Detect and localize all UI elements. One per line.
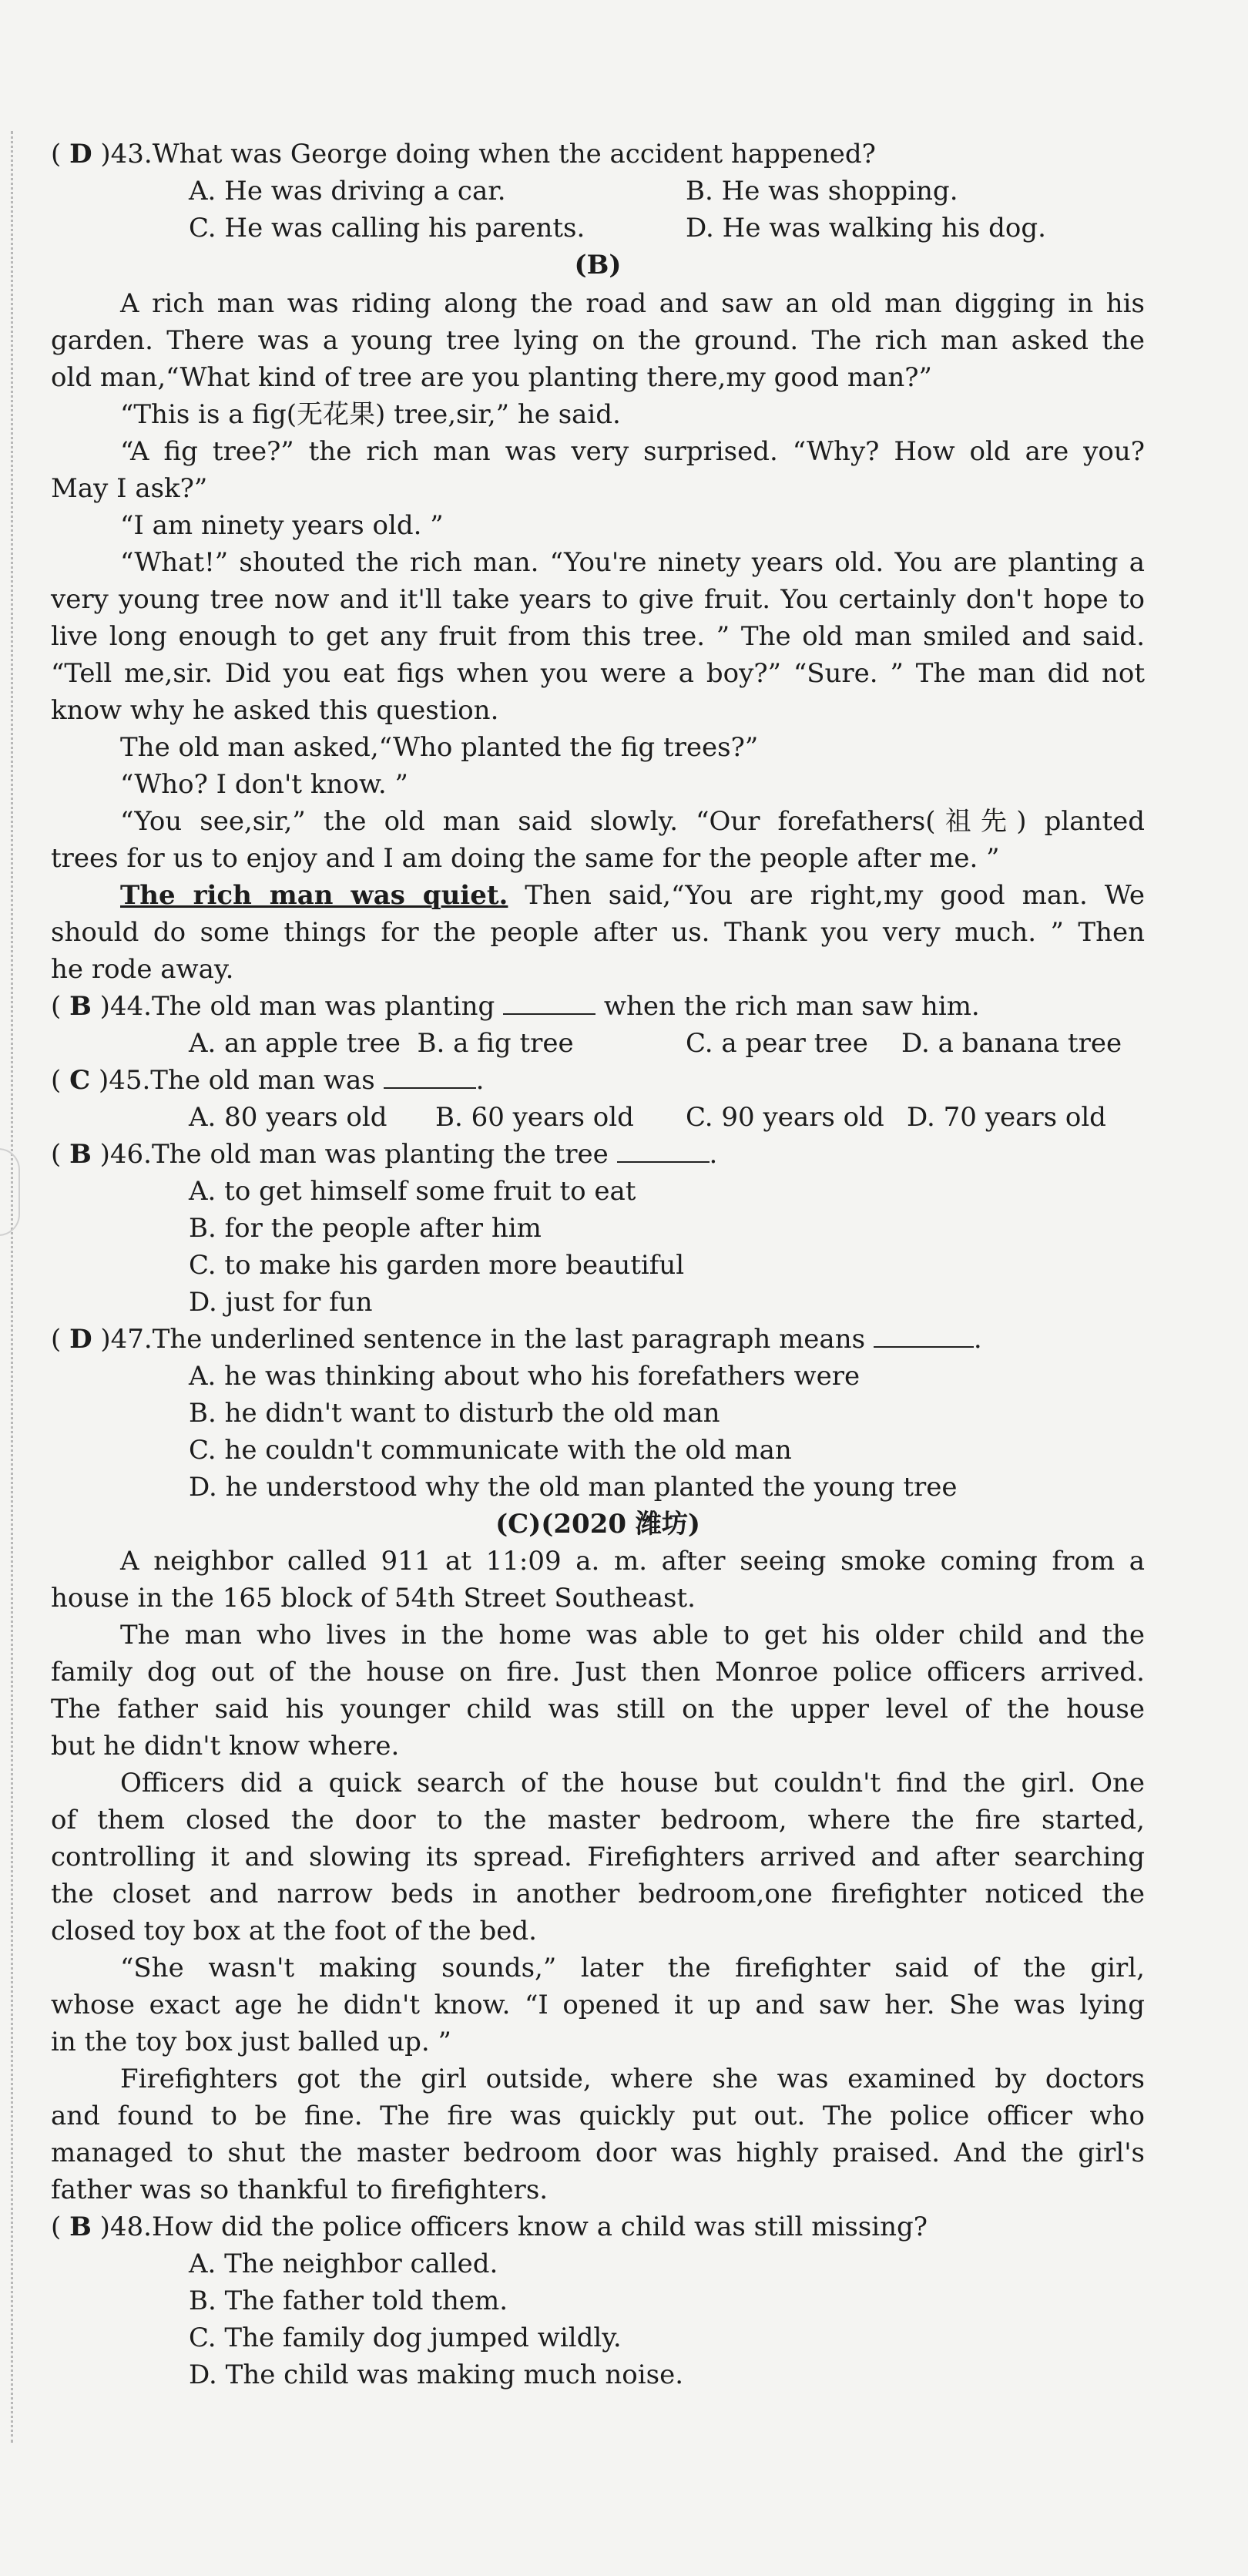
passage-c-line: the closet and narrow beds in another bedroom,one firefighter noticed the bbox=[51, 1879, 1145, 1909]
q46-option-d: D. just for fun bbox=[189, 1287, 373, 1318]
q43-options-row1: A. He was driving a car. B. He was shopping. bbox=[189, 176, 958, 207]
passage-c-line: closed toy box at the foot of the bed. bbox=[51, 1916, 537, 1946]
q44-options: A. an apple tree B. a fig tree C. a pear tree D. a banana tree bbox=[189, 1028, 1122, 1059]
passage-c-line: A neighbor called 911 at 11:09 a. m. after seeing smoke coming from a bbox=[120, 1546, 1145, 1577]
passage-c-line: Officers did a quick search of the house but couldn't find the girl. One bbox=[120, 1768, 1145, 1798]
q47-option-c: C. he couldn't communicate with the old man bbox=[189, 1435, 792, 1466]
q48-option-b: B. The father told them. bbox=[189, 2285, 508, 2316]
passage-b-line: “I am ninety years old. ” bbox=[120, 510, 444, 541]
q48-stem: ( B )48.How did the police officers know a child was still missing? bbox=[51, 2212, 928, 2242]
q43-options-row2: C. He was calling his parents. D. He was walking his dog. bbox=[189, 213, 1046, 243]
binding-margin bbox=[11, 131, 13, 2443]
passage-b-underline-line: The rich man was quiet. Then said,“You are right,my good man. We bbox=[120, 880, 1145, 911]
passage-c-line: family dog out of the house on fire. Just then Monroe police officers arrived. bbox=[51, 1657, 1145, 1688]
passage-c-line: “She wasn't making sounds,” later the firefighter said of the girl, bbox=[120, 1953, 1145, 1983]
passage-c-line: but he didn't know where. bbox=[51, 1731, 400, 1762]
q45-stem: ( C )45.The old man was . bbox=[51, 1065, 485, 1096]
passage-b-line: garden. There was a young tree lying on the ground. The rich man asked the bbox=[51, 325, 1145, 356]
q44-stem: ( B )44.The old man was planting when the rich man saw him. bbox=[51, 991, 980, 1022]
answer-blank bbox=[617, 1138, 710, 1163]
passage-b-line: “Who? I don't know. ” bbox=[120, 769, 408, 800]
passage-c-line: Firefighters got the girl outside, where she was examined by doctors bbox=[120, 2064, 1145, 2094]
punch-hole bbox=[0, 1148, 20, 1236]
passage-b-line: A rich man was riding along the road and saw an old man digging in his bbox=[120, 288, 1145, 319]
passage-b-line: he rode away. bbox=[51, 954, 234, 985]
q47-stem: ( D )47.The underlined sentence in the last paragraph means . bbox=[51, 1324, 982, 1355]
passage-c-heading: (C)(2020 潍坊) bbox=[495, 1509, 700, 1540]
answer-blank bbox=[384, 1064, 476, 1089]
passage-c-line: in the toy box just balled up. ” bbox=[51, 2027, 451, 2057]
q48-option-c: C. The family dog jumped wildly. bbox=[189, 2322, 622, 2353]
underlined-sentence: The rich man was quiet. bbox=[120, 880, 508, 911]
passage-c-line: whose exact age he didn't know. “I opened it up and saw her. She was lying bbox=[51, 1990, 1145, 2020]
passage-b-line: old man,“What kind of tree are you planting there,my good man?” bbox=[51, 362, 932, 393]
passage-c-line: The father said his younger child was still on the upper level of the house bbox=[51, 1694, 1145, 1725]
q47-option-d: D. he understood why the old man planted the young tree bbox=[189, 1472, 958, 1503]
q43-stem: ( D )43.What was George doing when the accident happened? bbox=[51, 139, 876, 170]
q46-option-a: A. to get himself some fruit to eat bbox=[189, 1176, 636, 1207]
q46-option-b: B. for the people after him bbox=[189, 1213, 542, 1244]
passage-c-line: controlling it and slowing its spread. Firefighters arrived and after searching bbox=[51, 1842, 1145, 1872]
passage-b-line: live long enough to get any fruit from this tree. ” The old man smiled and said. bbox=[51, 621, 1145, 652]
passage-b-heading: (B) bbox=[574, 250, 622, 280]
passage-b-line: “This is a fig(无花果) tree,sir,” he said. bbox=[120, 399, 621, 430]
passage-b-line: May I ask?” bbox=[51, 473, 208, 504]
q45-options: A. 80 years old B. 60 years old C. 90 years old D. 70 years old bbox=[189, 1102, 1106, 1133]
passage-c-line: and found to be fine. The fire was quickly put out. The police officer who bbox=[51, 2101, 1145, 2131]
passage-c-line: of them closed the door to the master bedroom, where the fire started, bbox=[51, 1805, 1145, 1835]
answer-blank bbox=[874, 1323, 974, 1348]
passage-c-line: managed to shut the master bedroom door was highly praised. And the girl's bbox=[51, 2138, 1145, 2168]
passage-b-line: know why he asked this question. bbox=[51, 695, 499, 726]
passage-b-line: trees for us to enjoy and I am doing the same for the people after me. ” bbox=[51, 843, 1000, 874]
passage-b-line: should do some things for the people after us. Thank you very much. ” Then bbox=[51, 917, 1145, 948]
passage-c-line: father was so thankful to firefighters. bbox=[51, 2175, 549, 2205]
q48-option-d: D. The child was making much noise. bbox=[189, 2359, 684, 2390]
passage-c-line: The man who lives in the home was able to get his older child and the bbox=[120, 1620, 1145, 1651]
q46-stem: ( B )46.The old man was planting the tree . bbox=[51, 1139, 718, 1170]
passage-b-line: very young tree now and it'll take years to give fruit. You certainly don't hope to bbox=[51, 584, 1145, 615]
answer-blank bbox=[503, 990, 595, 1015]
q46-option-c: C. to make his garden more beautiful bbox=[189, 1250, 685, 1281]
q43-answer: D bbox=[69, 139, 92, 170]
q47-option-a: A. he was thinking about who his forefathers were bbox=[189, 1361, 861, 1392]
passage-b-line: “Tell me,sir. Did you eat figs when you were a boy?” “Sure. ” The man did not bbox=[51, 658, 1145, 689]
passage-c-line: house in the 165 block of 54th Street Southeast. bbox=[51, 1583, 696, 1614]
passage-b-line: “You see,sir,” the old man said slowly. “Our forefathers(祖先) planted bbox=[120, 806, 1145, 837]
q48-option-a: A. The neighbor called. bbox=[189, 2249, 498, 2279]
passage-b-line: The old man asked,“Who planted the fig trees?” bbox=[120, 732, 759, 763]
passage-b-line: “What!” shouted the rich man. “You're ninety years old. You are planting a bbox=[120, 547, 1145, 578]
q47-option-b: B. he didn't want to disturb the old man bbox=[189, 1398, 720, 1429]
passage-b-line: “A fig tree?” the rich man was very surprised. “Why? How old are you? bbox=[120, 436, 1145, 467]
